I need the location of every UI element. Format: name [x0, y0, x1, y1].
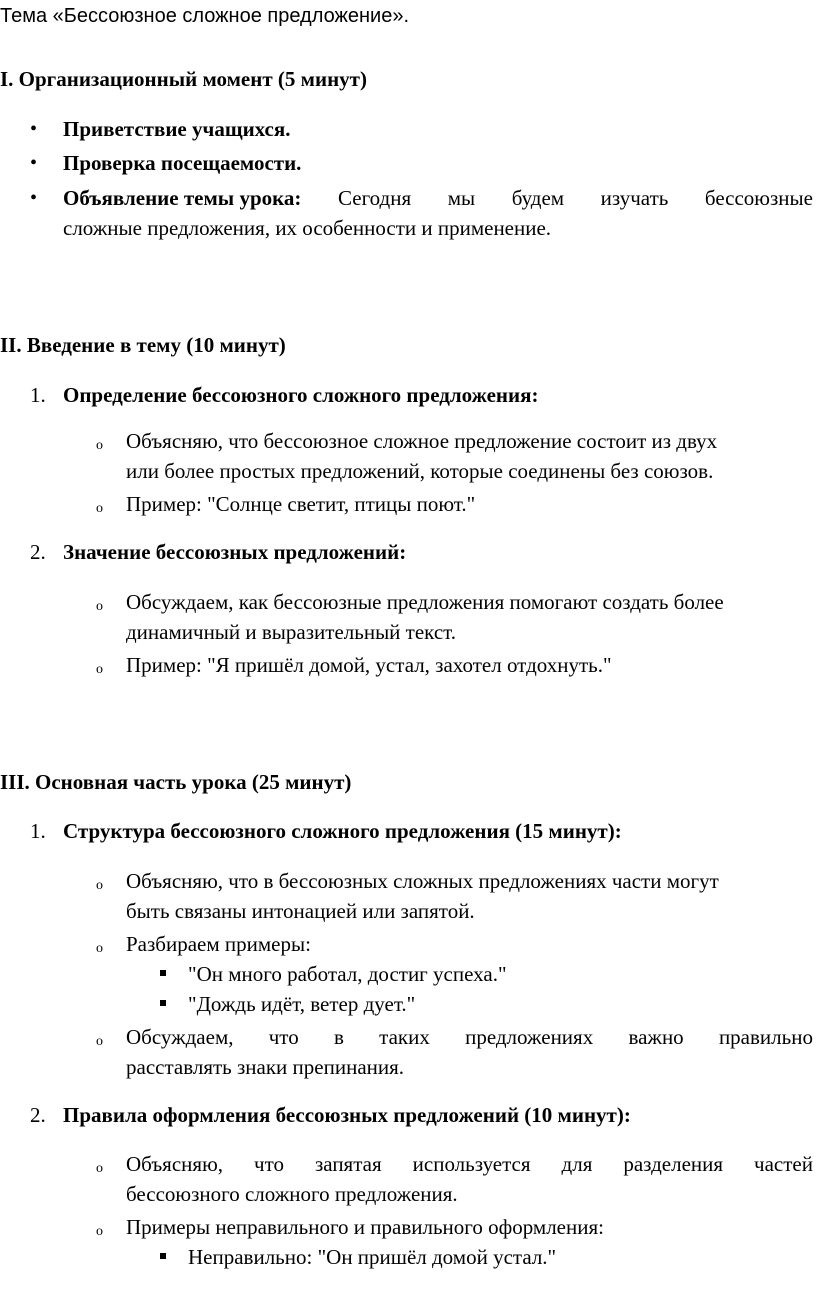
s3-p2-a-line1 [126, 1149, 813, 1179]
word: таких [379, 1025, 430, 1049]
s3-p1-a-line2: быть связаны интонацией или запятой. [126, 899, 475, 923]
s1-item-attendance: Проверка посещаемости. [63, 151, 302, 175]
s1-item-announcement-line2: сложные предложения, их особенности и применение. [63, 216, 552, 240]
bullet-circle-icon: o [96, 599, 103, 614]
s2-p2-a-line1: Обсуждаем, как бессоюзные предложения помогают создать более [126, 590, 724, 614]
bullet-circle-icon: o [96, 878, 103, 893]
word: что [254, 1152, 284, 1176]
word: частей [754, 1152, 813, 1176]
word: Объясняю, [126, 1152, 224, 1176]
bullet-dot-icon: • [30, 118, 38, 140]
bullet-square-icon [160, 1253, 166, 1259]
s2-p1-number: 1. [30, 383, 46, 407]
bullet-circle-icon: o [96, 1034, 103, 1049]
s3-p1-a-line1: Объясняю, что в бессоюзных сложных предложениях части могут [126, 869, 719, 893]
s2-p1-title: Определение бессоюзного сложного предложения: [63, 383, 539, 407]
s2-p2-b: Пример: "Я пришёл домой, устал, захотел отдохнуть." [126, 653, 612, 677]
s3-p2-b: Примеры неправильного и правильного оформления: [126, 1215, 604, 1239]
word: запятая [314, 1152, 382, 1176]
word: важно [628, 1025, 684, 1049]
s3-p1-b-example2: "Дождь идёт, ветер дует." [188, 992, 416, 1016]
bullet-circle-icon: o [96, 1161, 103, 1176]
s2-p2-number: 2. [30, 540, 46, 564]
s3-p1-b: Разбираем примеры: [126, 932, 311, 956]
bullet-circle-icon: o [96, 941, 103, 956]
section-1-heading: I. Организационный момент (5 минут) [0, 67, 367, 91]
s3-p1-c-line2: расставлять знаки препинания. [126, 1055, 405, 1079]
s3-p1-number: 1. [30, 819, 46, 843]
word: в [333, 1025, 344, 1049]
s3-p2-title: Правила оформления бессоюзных предложений (10 минут): [63, 1103, 631, 1127]
word: разделения [623, 1152, 724, 1176]
word: будем [511, 186, 565, 210]
s2-p2-title: Значение бессоюзных предложений: [63, 540, 407, 564]
s1-item-greeting: Приветствие учащихся. [63, 117, 291, 141]
s3-p2-b-example1: Неправильно: "Он пришёл домой устал." [188, 1245, 557, 1269]
s3-p1-b-example1: "Он много работал, достиг успеха." [188, 962, 507, 986]
s3-p1-c-line1 [126, 1022, 813, 1052]
s3-p1-title: Структура бессоюзного сложного предложения (15 минут): [63, 819, 622, 843]
word: правильно [718, 1025, 813, 1049]
word: Обсуждаем, [126, 1025, 234, 1049]
bullet-dot-icon: • [30, 187, 38, 209]
word: используется [412, 1152, 531, 1176]
topic-line: Тема «Бессоюзное сложное предложение». [0, 5, 410, 27]
word: изучать [600, 186, 669, 210]
word: бессоюзные [704, 186, 813, 210]
bullet-circle-icon: o [96, 1224, 103, 1239]
s1-item-announcement-line1 [63, 183, 813, 213]
section-3-heading: III. Основная часть урока (25 минут) [0, 770, 352, 794]
word: для [561, 1152, 593, 1176]
s3-p2-number: 2. [30, 1103, 46, 1127]
s2-p1-a-line1: Объясняю, что бессоюзное сложное предложение состоит из двух [126, 429, 718, 453]
s2-p2-a-line2: динамичный и выразительный текст. [126, 620, 457, 644]
announcement-label: Объявление темы урока: [63, 186, 302, 210]
word: Сегодня [337, 186, 412, 210]
bullet-circle-icon: o [96, 501, 103, 516]
section-2-heading: II. Введение в тему (10 минут) [0, 333, 286, 357]
s2-p1-a-line2: или более простых предложений, которые соединены без союзов. [126, 459, 714, 483]
word: мы [447, 186, 476, 210]
s2-p1-b: Пример: "Солнце светит, птицы поют." [126, 492, 476, 516]
bullet-circle-icon: o [96, 662, 103, 677]
bullet-circle-icon: o [96, 438, 103, 453]
bullet-square-icon [160, 970, 166, 976]
bullet-dot-icon: • [30, 152, 38, 174]
word: что [268, 1025, 299, 1049]
word: предложениях [465, 1025, 594, 1049]
s3-p2-a-line2: бессоюзного сложного предложения. [126, 1182, 458, 1206]
bullet-square-icon [160, 1000, 166, 1006]
